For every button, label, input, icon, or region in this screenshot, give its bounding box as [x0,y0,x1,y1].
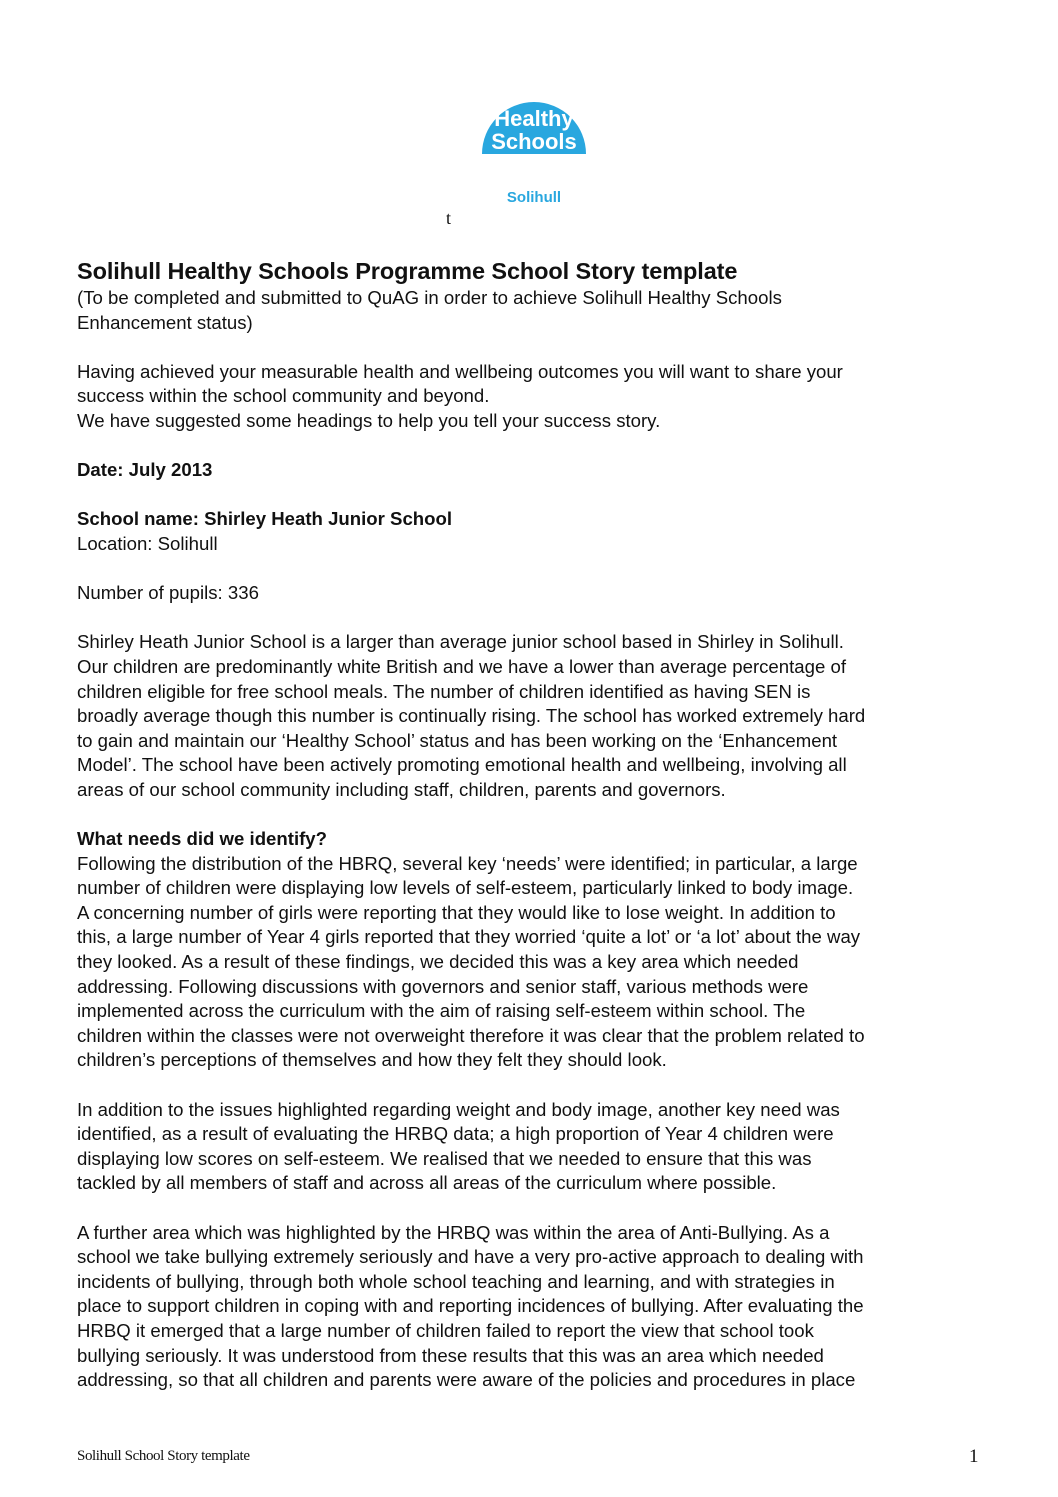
needs-paragraph-line: implemented across the curriculum with the aim of raising self-esteem within school. The [77,1000,806,1022]
document-body [77,256,997,1393]
description-line: children eligible for free school meals. The number of children identified as having SEN is [77,680,811,702]
needs-paragraph-line: children within the classes were not overweight therefore it was clear that the problem related to [77,1024,865,1046]
school-name-field: School name: Shirley Heath Junior School [77,508,453,530]
logo-line1: Healthy [494,106,574,131]
description-line: broadly average though this number is continually rising. The school has worked extremely hard [77,705,866,727]
anti-bullying-paragraph-line: bullying seriously. It was understood from these results that this was an area which needed [77,1344,824,1366]
description-line: to gain and maintain our ‘Healthy School’ status and has been working on the ‘Enhancement [77,729,838,751]
subtitle-line: Enhancement status) [77,311,253,333]
body-image-paragraph-line: displaying low scores on self-esteem. We realised that we needed to ensure that this was [77,1147,812,1169]
healthy-schools-logo [478,80,590,210]
needs-paragraph-line: A concerning number of girls were reporting that they would like to lose weight. In addition to [77,901,836,923]
needs-paragraph-line: number of children were displaying low levels of self-esteem, particularly linked to body image. [77,877,854,899]
intro-line: Having achieved your measurable health and wellbeing outcomes you will want to share your [77,360,843,382]
footer-document-name: Solihull School Story template [77,1448,250,1464]
anti-bullying-paragraph-line: school we take bullying extremely seriously and have a very pro-active approach to dealing with [77,1246,864,1268]
anti-bullying-paragraph-line: place to support children in coping with and reporting incidences of bullying. After evaluating the [77,1295,864,1317]
anti-bullying-paragraph-line: HRBQ it emerged that a large number of children failed to report the view that school took [77,1319,814,1341]
logo-line2: Schools [491,129,577,154]
stray-character: t [446,208,452,228]
needs-paragraph-line: this, a large number of Year 4 girls reported that they worried ‘quite a lot’ or ‘a lot’ about the way [77,926,861,948]
description-line: Shirley Heath Junior School is a larger than average junior school based in Shirley in Solihull. [77,631,844,653]
anti-bullying-paragraph-line: addressing, so that all children and parents were aware of the policies and procedures in place [77,1369,856,1391]
intro-line: We have suggested some headings to help you tell your success story. [77,409,661,431]
description-line: Our children are predominantly white British and we have a lower than average percentage of [77,655,846,677]
intro-line: success within the school community and beyond. [77,385,490,407]
location-field: Location: Solihull [77,532,218,554]
body-image-paragraph-line: In addition to the issues highlighted regarding weight and body image, another key need was [77,1098,840,1120]
body-image-paragraph-line: tackled by all members of staff and across all areas of the curriculum where possible. [77,1172,777,1194]
needs-paragraph-line: they looked. As a result of these findings, we decided this was a key area which needed [77,951,799,973]
footer-page-number: 1 [969,1446,979,1467]
anti-bullying-paragraph-line: A further area which was highlighted by the HRBQ was within the area of Anti-Bullying. As a [77,1221,830,1243]
needs-paragraph-line: Following the distribution of the HBRQ, several key ‘needs’ were identified; in particular, a large [77,852,858,874]
document-title: Solihull Healthy Schools Programme School Story template [77,258,738,284]
needs-paragraph-line: children’s perceptions of themselves and how they felt they should look. [77,1049,667,1071]
description-line: areas of our school community including staff, children, parents and governors. [77,778,726,800]
needs-paragraph-line: addressing. Following discussions with governors and senior staff, various methods were [77,975,809,997]
pupils-field: Number of pupils: 336 [77,582,259,604]
section-heading-needs: What needs did we identify? [77,828,327,850]
anti-bullying-paragraph-line: incidents of bullying, through both whole school teaching and learning, and with strategies in [77,1270,835,1292]
logo-subtitle: Solihull [506,189,562,206]
date-field: Date: July 2013 [77,459,213,481]
description-line: Model’. The school have been actively promoting emotional health and wellbeing, involving all [77,754,847,776]
subtitle-line: (To be completed and submitted to QuAG in order to achieve Solihull Healthy Schools [77,287,782,308]
body-image-paragraph-line: identified, as a result of evaluating the HRBQ data; a high proportion of Year 4 children were [77,1123,834,1145]
